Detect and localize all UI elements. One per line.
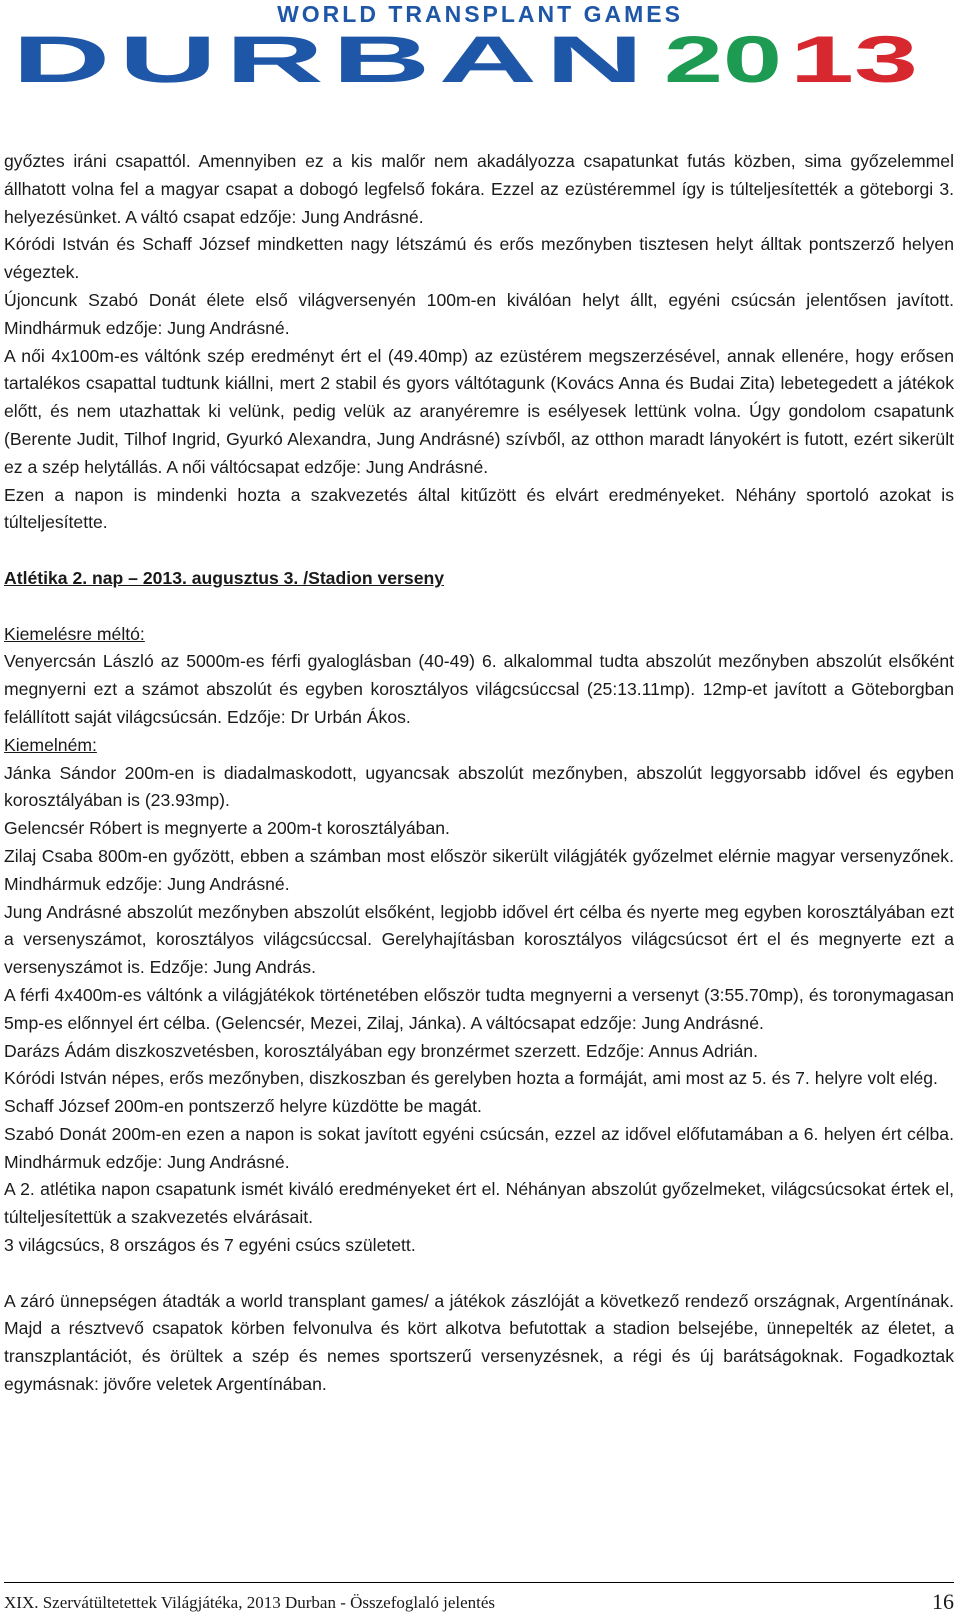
banner-top-line: WORLD TRANSPLANT GAMES: [277, 1, 683, 27]
banner-year-prefix: 20: [664, 22, 782, 92]
paragraph-gelencser: Gelencsér Róbert is megnyerte a 200m-t korosztályában.: [4, 818, 450, 839]
paragraph-szabo-200m: Szabó Donát 200m-en ezen a napon is sokat javított egyéni csúcsán, ezzel az idővel előfutamában a 6. helyen ért célba. Mindhármuk edzője: Jung Andrásné.: [4, 1123, 954, 1172]
page-number: 16: [932, 1589, 954, 1614]
paragraph-records: 3 világcsúcs, 8 országos és 7 egyéni csúcs született.: [4, 1235, 416, 1256]
paragraph-day2-summary: A 2. atlétika napon csapatunk ismét kiváló eredményeket ért el. Néhányan abszolút győzelmeket, világcsúcsokat értek el, túlteljesítettük a szakvezetés elvárásait.: [4, 1179, 954, 1228]
page-footer: [4, 1582, 954, 1613]
paragraph-szabo-donat: Újoncunk Szabó Donát élete első világversenyén 100m-en kiválóan helyt állt, egyéni csúcsán jelentősen javított. Mindhármuk edzője: Jung Andrásné.: [4, 289, 954, 338]
paragraph-relay-silver: győztes iráni csapattól. Amennyiben ez a kis malőr nem akadályozza csapatunkat futás közben, sima győzelemmel állhatott volna fel a magyar csapat a dobogó legfelső fokára. Ezzel az ezüstéremmel így is túlteljesítették a göteborgi 3. helyezésünket. A váltó csapat edzője: Jung Andrásné.: [4, 151, 954, 227]
event-banner: [0, 0, 960, 92]
document-body: [4, 148, 954, 1399]
spacer: [4, 593, 954, 621]
paragraph-jung-andrasne: Jung Andrásné abszolút mezőnyben abszolút elsőként, legjobb idővel ért célba és nyerte meg egyben korosztályában ezt a versenyszámot, korosztályos világcsúccsal. Gerelyhajításban korosztályos világcsúcsot ért el és megnyerte ezt a versenyszámot is. Edzője: Jung András.: [4, 901, 954, 978]
spacer: [4, 537, 954, 565]
paragraph-day-summary: Ezen a napon is mindenki hozta a szakvezetés által kitűzött és elvárt eredményeket. Néhány sportoló azokat is túlteljesítette.: [4, 484, 954, 533]
subheading-notable: Kiemelésre méltó:: [4, 623, 145, 644]
paragraph-janka: Jánka Sándor 200m-en is diadalmaskodott, ugyancsak abszolút mezőnyben, abszolút leggyorsabb idővel és egyben korosztályában is (23.93mp).: [4, 762, 954, 811]
paragraph-schaff: Schaff József 200m-en pontszerző helyre küzdötte be magát.: [4, 1096, 482, 1117]
spacer: [4, 1260, 954, 1288]
subheading-highlight: Kiemelném:: [4, 734, 97, 755]
paragraph-darazs: Darázs Ádám diszkoszvetésben, korosztályában egy bronzérmet szerzett. Edzője: Annus Adrián.: [4, 1040, 758, 1061]
paragraph-closing-ceremony: A záró ünnepségen átadták a world transplant games/ a játékok zászlóját a következő rendező országnak, Argentínának. Majd a résztvevő csapatok körben felvonulva és kört alkotva befutottak a stadion belsejébe, ünnepelték az életet, a transzplantációt, és örültek a szép és nemes sportszerű versenyzésnek, a régi és új barátságoknak. Fogadkoztak egymásnak: jövőre veletek Argentínában.: [4, 1290, 954, 1395]
paragraph-womens-relay: A női 4x100m-es váltónk szép eredményt ért el (49.40mp) az ezüstérem megszerzésével, annak ellenére, hogy erősen tartalékos csapattal tudtunk kiállni, mert 2 stabil és gyors váltótagunk (Kovács Anna és Budai Zita) lebetegedett a játékok előtt, és nem utazhattak ki velünk, pedig velük az aranyéremre is esélyesek lettünk volna. Úgy gondolom csapatunk (Berente Judit, Tilhof Ingrid, Gyurkó Alexandra, Jung Andrásné) szívből, az otthon maradt lányokért is futott, ezért sikerült ez a szép helytállás. A női váltócsapat edzője: Jung Andrásné.: [4, 345, 954, 477]
banner-city: DURBAN: [12, 22, 652, 92]
paragraph-korodi-schaff: Kóródi István és Schaff József mindketten nagy létszámú és erős mezőnyben tisztesen helyt álltak pontszerző helyen végeztek.: [4, 234, 954, 283]
world-transplant-games-durban-2013-logo: [0, 0, 960, 92]
paragraph-mens-relay: A férfi 4x400m-es váltónk a világjátékok történetében először tudta megnyerni a versenyt (3:55.70mp), és toronymagasan 5mp-es előnnyel ért célba. (Gelencsér, Mezei, Zilaj, Jánka). A váltócsapat edzője: Jung Andrásné.: [4, 984, 954, 1033]
paragraph-zilaj: Zilaj Csaba 800m-en győzött, ebben a számban most először sikerült világjáték győzelmet elérnie magyar versenyzőnek. Mindhármuk edzője: Jung Andrásné.: [4, 845, 954, 894]
section-heading: Atlétika 2. nap – 2013. augusztus 3. /Stadion verseny: [4, 567, 445, 588]
banner-year-suffix: 13: [790, 22, 918, 92]
footer-text: XIX. Szervátültetettek Világjátéka, 2013 Durban - Összefoglaló jelentés: [4, 1593, 496, 1612]
paragraph-venyercsan: Venyercsán László az 5000m-es férfi gyaloglásban (40-49) 6. alkalommal tudta abszolút mezőnyben abszolút elsőként megnyerni ezt a számot abszolút és egyben korosztályos világcsúccsal (25:13.11mp). 12mp-et javított a Göteborgban felállított saját világcsúcsán. Edzője: Dr Urbán Ákos.: [4, 651, 954, 727]
paragraph-korodi-discus: Kóródi István népes, erős mezőnyben, diszkoszban és gerelyben hozta a formáját, ami most az 5. és 7. helyre volt elég.: [4, 1068, 938, 1089]
